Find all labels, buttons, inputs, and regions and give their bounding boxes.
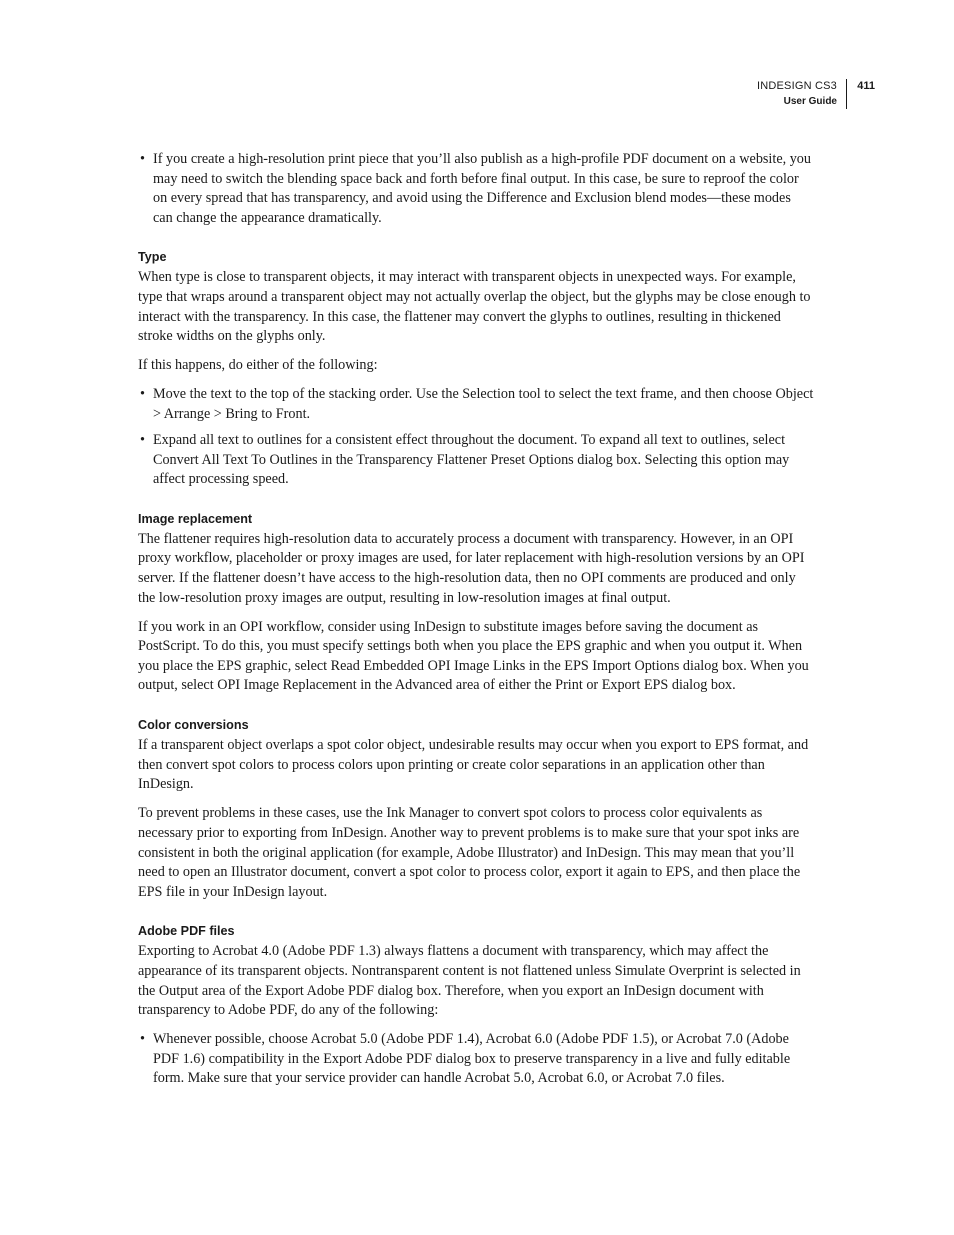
paragraph: When type is close to transparent objects, it may interact with transparent objects in unexpected ways. For example, type that wraps around a transparent object may not actually overlap the object, but the glyphs may be close enough to interact with the transparency. In this case, the flattener may convert the glyphs to outlines, resulting in thickened stroke widths on the glyphs only. — [138, 269, 811, 345]
paragraph: If you work in an OPI workflow, consider using InDesign to substitute images before saving the document as PostScript. To do this, you must specify settings both when you place the EPS graphic and when you output it. When you place the EPS graphic, select Read Embedded OPI Image Links in the EPS Import Options dialog box. When you output, select OPI Image Replacement in the Advanced area of either the Print or Export EPS dialog box. — [138, 618, 809, 694]
section-heading-type: Type — [138, 250, 167, 265]
paragraph: Exporting to Acrobat 4.0 (Adobe PDF 1.3) always flattens a document with transparency, which may affect the appearance of its transparent objects. Nontransparent content is not flattened unless Simulate Overprint is selected in the Output area of the Export Adobe PDF dialog box. Therefore, when you export an InDesign document with transparency to Adobe PDF, do any of the following: — [138, 943, 801, 1019]
page-content — [138, 150, 814, 1098]
bullet-list-top — [138, 150, 814, 228]
paragraph: The flattener requires high-resolution data to accurately process a document with transparency. However, in an OPI proxy workflow, placeholder or proxy images are used, for later replacement with high-resolution versions by an OPI server. If the flattener doesn’t have access to the high-resolution data, then no OPI comments are produced and only the low-resolution proxy images are output, resulting in low-resolution images at final output. — [138, 530, 805, 606]
paragraph: To prevent problems in these cases, use the Ink Manager to convert spot colors to process color equivalents as necessary prior to exporting from InDesign. Another way to prevent problems is to make sure that your spot inks are consistent in both the original application (for example, Adobe Illustrator) and InDesign. This may mean that you’ll need to open an Illustrator document, convert a spot color to process color, export it again to EPS, and then place the EPS file in your InDesign layout. — [138, 805, 801, 900]
section-heading-image-replacement: Image replacement — [138, 511, 253, 526]
list-item: • If you create a high-resolution print piece that you’ll also publish as a high-profile PDF document on a website, you may need to switch the blending space back and forth before final output. In this case, be sure to reproof the color on every spread that has transparency, and avoid using the Difference and Exclusion blend modes—these modes can change the appearance dramatically. — [138, 150, 814, 228]
page-header — [756, 79, 875, 109]
paragraph: If a transparent object overlaps a spot color object, undesirable results may occur when you export to EPS format, and then convert spot colors to process colors upon printing or create color separations in an application other than InDesign. — [138, 737, 809, 793]
product-name: INDESIGN CS3 — [756, 80, 837, 92]
paragraph: If this happens, do either of the following: — [138, 357, 378, 374]
list-item: • Whenever possible, choose Acrobat 5.0 (Adobe PDF 1.4), Acrobat 6.0 (Adobe PDF 1.5), or Acrobat 7.0 (Adobe PDF 1.6) compatibility in the Export Adobe PDF dialog box to preserve transparency in a live and fully editable form. Make sure that your service provider can handle Acrobat 5.0, Acrobat 6.0, or Acrobat 7.0 files. — [138, 1030, 814, 1089]
header-text — [757, 79, 847, 109]
list-item: • Move the text to the top of the stacking order. Use the Selection tool to select the text frame, and then choose Object > Arrange > Bring to Front. — [138, 385, 814, 424]
page-number: 411 — [857, 80, 875, 92]
section-heading-adobe-pdf: Adobe PDF files — [138, 924, 235, 939]
guide-name: User Guide — [783, 96, 837, 107]
section-heading-color-conversions: Color conversions — [138, 718, 249, 733]
bullet-list-pdf — [138, 1030, 814, 1089]
bullet-list-type — [138, 385, 814, 489]
list-item: • Expand all text to outlines for a consistent effect throughout the document. To expand all text to outlines, select Convert All Text To Outlines in the Transparency Flattener Preset Options dialog box. Selecting this option may affect processing speed. — [138, 431, 814, 490]
